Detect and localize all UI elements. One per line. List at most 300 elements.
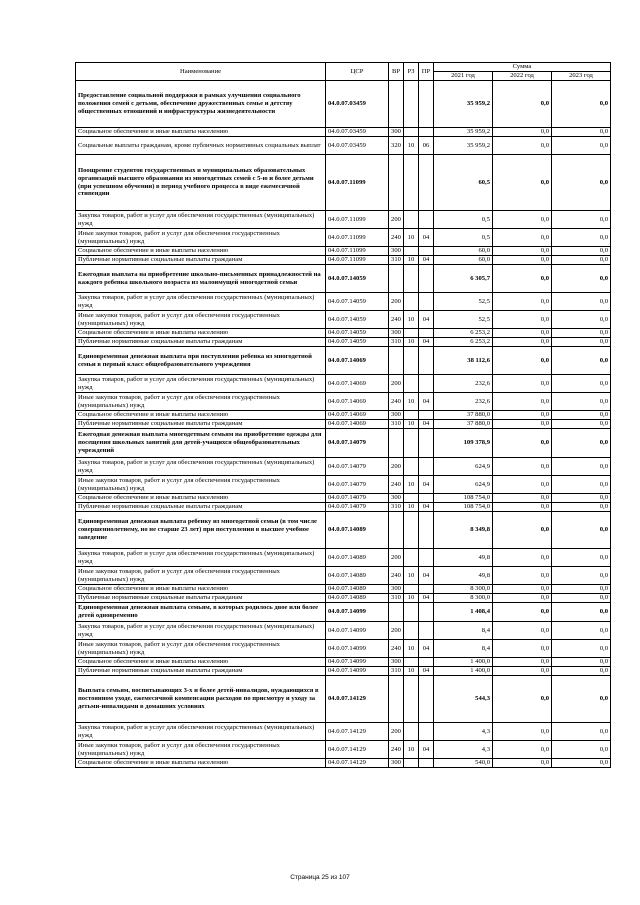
row-rz (404, 81, 419, 128)
row-pr (419, 676, 434, 723)
row-pr (419, 622, 434, 640)
row-sum-2022: 0,0 (493, 494, 552, 503)
row-rz (404, 329, 419, 338)
row-name: Социальное обеспечение и иные выплаты населению (76, 494, 326, 503)
table-row (76, 229, 611, 247)
row-pr: 04 (419, 256, 434, 265)
table-row-program (76, 676, 611, 723)
row-sum-2021: 35 959,2 (434, 137, 493, 155)
row-sum-2023: 0,0 (552, 338, 611, 347)
row-name: Закупка товаров, работ и услуг для обеспечения государственных (муниципальных) нужд (76, 549, 326, 567)
row-sum-2021: 109 378,9 (434, 429, 493, 458)
row-rz: 10 (404, 640, 419, 658)
row-vr: 310 (389, 503, 404, 512)
row-sum-2021: 8 300,0 (434, 594, 493, 603)
row-sum-2021: 38 112,6 (434, 347, 493, 375)
row-vr: 240 (389, 476, 404, 494)
row-csr: 04.0.07.14129 (326, 741, 389, 759)
row-rz: 10 (404, 667, 419, 676)
row-rz: 10 (404, 338, 419, 347)
row-sum-2021: 1 408,4 (434, 603, 493, 622)
row-pr (419, 375, 434, 393)
row-csr: 04.0.07.14059 (326, 338, 389, 347)
table-row-program (76, 347, 611, 375)
row-sum-2022: 0,0 (493, 347, 552, 375)
row-name: Публичные нормативные социальные выплаты гражданам (76, 256, 326, 265)
row-sum-2022: 0,0 (493, 155, 552, 211)
row-sum-2022: 0,0 (493, 81, 552, 128)
row-sum-2023: 0,0 (552, 293, 611, 311)
row-csr: 04.0.07.14099 (326, 640, 389, 658)
row-sum-2022: 0,0 (493, 265, 552, 293)
row-pr: 04 (419, 667, 434, 676)
table-row (76, 393, 611, 411)
row-sum-2023: 0,0 (552, 549, 611, 567)
table-row-program (76, 512, 611, 549)
row-sum-2022: 0,0 (493, 137, 552, 155)
row-sum-2021: 8 300,0 (434, 585, 493, 594)
row-sum-2022: 0,0 (493, 329, 552, 338)
table-row-program (76, 429, 611, 458)
row-sum-2023: 0,0 (552, 429, 611, 458)
row-pr (419, 247, 434, 256)
row-vr (389, 429, 404, 458)
table-row (76, 247, 611, 256)
row-sum-2022: 0,0 (493, 375, 552, 393)
row-sum-2022: 0,0 (493, 503, 552, 512)
row-sum-2022: 0,0 (493, 293, 552, 311)
row-csr: 04.0.07.14079 (326, 503, 389, 512)
row-pr (419, 128, 434, 137)
table-row (76, 256, 611, 265)
row-csr: 04.0.07.11099 (326, 211, 389, 229)
row-csr: 04.0.07.14069 (326, 375, 389, 393)
row-pr (419, 81, 434, 128)
row-sum-2023: 0,0 (552, 667, 611, 676)
row-sum-2023: 0,0 (552, 676, 611, 723)
row-csr: 04.0.07.14079 (326, 476, 389, 494)
row-name: Социальные выплаты гражданам, кроме публичных нормативных социальных выплат (76, 137, 326, 155)
row-csr: 04.0.07.14099 (326, 622, 389, 640)
row-vr: 300 (389, 759, 404, 768)
row-sum-2023: 0,0 (552, 640, 611, 658)
row-pr: 04 (419, 594, 434, 603)
row-vr (389, 155, 404, 211)
row-pr (419, 211, 434, 229)
row-sum-2022: 0,0 (493, 667, 552, 676)
row-sum-2021: 8 349,8 (434, 512, 493, 549)
table-row (76, 741, 611, 759)
row-sum-2023: 0,0 (552, 741, 611, 759)
row-sum-2021: 108 754,0 (434, 494, 493, 503)
row-sum-2023: 0,0 (552, 311, 611, 329)
row-vr: 310 (389, 667, 404, 676)
row-name: Поощрение студентов государственных и муниципальных образовательных организаций высшего образования из многодетных семей с 5-ю и более детьми (при успешном обучении) в период учебного процесса в виде ежемесячной стипендии (76, 155, 326, 211)
table-row (76, 329, 611, 338)
row-name: Ежегодная выплата на приобретение школьно-письменных принадлежностей на каждого ребенка школьного возраста из малоимущей многодетной семьи (76, 265, 326, 293)
row-pr: 04 (419, 393, 434, 411)
row-sum-2023: 0,0 (552, 229, 611, 247)
header-sum: Сумма (434, 63, 611, 72)
row-sum-2022: 0,0 (493, 247, 552, 256)
row-vr: 200 (389, 549, 404, 567)
row-csr: 04.0.07.14099 (326, 667, 389, 676)
row-pr (419, 458, 434, 476)
row-name: Иные закупки товаров, работ и услуг для обеспечения государственных (муниципальных) нужд (76, 393, 326, 411)
row-sum-2022: 0,0 (493, 420, 552, 429)
page-number: Страница 25 из 107 (290, 874, 350, 881)
row-rz: 10 (404, 229, 419, 247)
row-sum-2023: 0,0 (552, 375, 611, 393)
row-rz (404, 512, 419, 549)
row-csr: 04.0.07.14089 (326, 585, 389, 594)
table-row (76, 375, 611, 393)
header-rz: РЗ (404, 63, 419, 81)
row-rz (404, 265, 419, 293)
row-name: Закупка товаров, работ и услуг для обеспечения государственных (муниципальных) нужд (76, 211, 326, 229)
row-sum-2021: 49,8 (434, 549, 493, 567)
row-rz: 10 (404, 567, 419, 585)
header-pr: ПР (419, 63, 434, 81)
row-sum-2022: 0,0 (493, 640, 552, 658)
row-vr: 240 (389, 229, 404, 247)
row-vr (389, 512, 404, 549)
row-sum-2023: 0,0 (552, 622, 611, 640)
row-pr (419, 265, 434, 293)
header-csr: ЦСР (326, 63, 389, 81)
row-csr: 04.0.07.14059 (326, 329, 389, 338)
row-rz (404, 658, 419, 667)
row-sum-2023: 0,0 (552, 512, 611, 549)
row-sum-2021: 49,8 (434, 567, 493, 585)
row-sum-2021: 8,4 (434, 622, 493, 640)
row-pr (419, 549, 434, 567)
row-rz (404, 622, 419, 640)
row-sum-2022: 0,0 (493, 393, 552, 411)
row-sum-2021: 60,0 (434, 256, 493, 265)
header-year-2023: 2023 год (552, 72, 611, 81)
row-sum-2022: 0,0 (493, 229, 552, 247)
table-row (76, 411, 611, 420)
row-csr: 04.0.07.14089 (326, 512, 389, 549)
row-rz (404, 676, 419, 723)
row-name: Социальное обеспечение и иные выплаты населению (76, 585, 326, 594)
row-name: Единовременная денежная выплата ребенку из многодетной семьи (в том числе совершеннолетнему, но не старше 23 лет) при поступлении в высшее учебное заведение (76, 512, 326, 549)
row-sum-2022: 0,0 (493, 476, 552, 494)
row-pr (419, 494, 434, 503)
row-csr: 04.0.07.03459 (326, 137, 389, 155)
row-name: Публичные нормативные социальные выплаты гражданам (76, 594, 326, 603)
row-vr: 240 (389, 741, 404, 759)
table-row (76, 293, 611, 311)
row-vr (389, 603, 404, 622)
row-csr: 04.0.07.14079 (326, 429, 389, 458)
row-sum-2023: 0,0 (552, 211, 611, 229)
row-rz: 10 (404, 420, 419, 429)
table-row (76, 311, 611, 329)
table-row (76, 476, 611, 494)
row-sum-2023: 0,0 (552, 494, 611, 503)
row-csr: 04.0.07.14059 (326, 293, 389, 311)
row-vr: 300 (389, 128, 404, 137)
row-sum-2021: 0,5 (434, 211, 493, 229)
table-row (76, 458, 611, 476)
row-vr: 300 (389, 494, 404, 503)
row-csr: 04.0.07.14079 (326, 458, 389, 476)
row-rz (404, 375, 419, 393)
row-pr (419, 429, 434, 458)
row-csr: 04.0.07.11099 (326, 256, 389, 265)
table-row (76, 567, 611, 585)
row-name: Единовременная денежная выплата семьям, в которых родилось двое или более детей одновременно (76, 603, 326, 622)
row-sum-2022: 0,0 (493, 567, 552, 585)
header-vr: ВР (389, 63, 404, 81)
row-vr: 240 (389, 567, 404, 585)
row-csr: 04.0.07.14059 (326, 265, 389, 293)
row-sum-2021: 37 880,0 (434, 420, 493, 429)
row-name: Социальное обеспечение и иные выплаты населению (76, 759, 326, 768)
table-row (76, 211, 611, 229)
row-vr (389, 265, 404, 293)
table-row (76, 503, 611, 512)
row-sum-2023: 0,0 (552, 247, 611, 256)
row-sum-2021: 35 959,2 (434, 81, 493, 128)
row-csr: 04.0.07.14059 (326, 311, 389, 329)
row-sum-2021: 6 253,2 (434, 338, 493, 347)
row-pr (419, 293, 434, 311)
row-sum-2023: 0,0 (552, 420, 611, 429)
row-rz (404, 247, 419, 256)
row-pr: 04 (419, 229, 434, 247)
row-pr (419, 329, 434, 338)
table-body (76, 81, 611, 768)
table-row (76, 128, 611, 137)
row-csr: 04.0.07.14129 (326, 723, 389, 741)
row-csr: 04.0.07.11099 (326, 229, 389, 247)
row-name: Социальное обеспечение и иные выплаты населению (76, 411, 326, 420)
row-pr (419, 603, 434, 622)
row-sum-2021: 35 959,2 (434, 128, 493, 137)
row-vr: 300 (389, 411, 404, 420)
budget-table (75, 62, 611, 768)
row-name: Выплата семьям, воспитывающих 3-х и более детей-инвалидов, нуждающихся в постоянном уходе, ежемесячной компенсации расходов по присмотру и уходу за детьми-инвалидами в домашних условиях (76, 676, 326, 723)
row-sum-2022: 0,0 (493, 594, 552, 603)
row-name: Ежегодная денежная выплата многодетным семьям на приобретение одежды для посещения школьных занятий для детей-учащихся общеобразовательных учреждений (76, 429, 326, 458)
row-rz: 10 (404, 311, 419, 329)
row-rz: 10 (404, 393, 419, 411)
row-rz (404, 759, 419, 768)
row-sum-2021: 624,9 (434, 476, 493, 494)
row-sum-2021: 37 880,0 (434, 411, 493, 420)
row-csr: 04.0.07.14099 (326, 658, 389, 667)
row-name: Предоставление социальной поддержки в рамках улучшения социального положения семей с детьми, обеспечение дружественных семье и детству общественных отношений и инфраструктуры жизнедеятельности (76, 81, 326, 128)
row-vr: 310 (389, 338, 404, 347)
row-sum-2022: 0,0 (493, 458, 552, 476)
row-sum-2023: 0,0 (552, 503, 611, 512)
row-sum-2021: 6 253,2 (434, 329, 493, 338)
row-sum-2023: 0,0 (552, 128, 611, 137)
row-name: Закупка товаров, работ и услуг для обеспечения государственных (муниципальных) нужд (76, 622, 326, 640)
row-name: Закупка товаров, работ и услуг для обеспечения государственных (муниципальных) нужд (76, 375, 326, 393)
row-csr: 04.0.07.14069 (326, 420, 389, 429)
row-rz: 10 (404, 741, 419, 759)
row-csr: 04.0.07.11099 (326, 247, 389, 256)
table-row (76, 137, 611, 155)
table-row (76, 759, 611, 768)
row-sum-2022: 0,0 (493, 256, 552, 265)
row-name: Публичные нормативные социальные выплаты гражданам (76, 667, 326, 676)
row-csr: 04.0.07.14089 (326, 594, 389, 603)
table-row (76, 594, 611, 603)
table-row-program (76, 603, 611, 622)
row-sum-2021: 60,5 (434, 155, 493, 211)
row-vr: 240 (389, 311, 404, 329)
row-sum-2022: 0,0 (493, 676, 552, 723)
header-year-2022: 2022 год (493, 72, 552, 81)
row-csr: 04.0.07.14069 (326, 411, 389, 420)
row-rz: 10 (404, 476, 419, 494)
row-pr: 04 (419, 338, 434, 347)
row-sum-2021: 1 400,0 (434, 667, 493, 676)
row-name: Иные закупки товаров, работ и услуг для обеспечения государственных (муниципальных) нужд (76, 567, 326, 585)
row-pr (419, 155, 434, 211)
table-row (76, 338, 611, 347)
row-sum-2023: 0,0 (552, 594, 611, 603)
row-rz: 10 (404, 137, 419, 155)
row-rz (404, 128, 419, 137)
row-sum-2021: 544,3 (434, 676, 493, 723)
row-sum-2023: 0,0 (552, 476, 611, 494)
row-vr: 300 (389, 585, 404, 594)
row-name: Иные закупки товаров, работ и услуг для обеспечения государственных (муниципальных) нужд (76, 311, 326, 329)
row-sum-2021: 52,5 (434, 311, 493, 329)
row-sum-2021: 8,4 (434, 640, 493, 658)
table-row (76, 420, 611, 429)
row-csr: 04.0.07.03459 (326, 81, 389, 128)
row-sum-2022: 0,0 (493, 211, 552, 229)
table-row (76, 640, 611, 658)
row-vr: 310 (389, 256, 404, 265)
row-csr: 04.0.07.11099 (326, 155, 389, 211)
table-row-program (76, 81, 611, 128)
row-pr: 04 (419, 741, 434, 759)
row-vr: 200 (389, 375, 404, 393)
row-rz: 10 (404, 256, 419, 265)
row-pr (419, 585, 434, 594)
row-pr (419, 759, 434, 768)
row-name: Иные закупки товаров, работ и услуг для обеспечения государственных (муниципальных) нужд (76, 640, 326, 658)
row-name: Социальное обеспечение и иные выплаты населению (76, 128, 326, 137)
row-pr: 04 (419, 503, 434, 512)
table-row-program (76, 155, 611, 211)
row-rz (404, 549, 419, 567)
row-rz (404, 723, 419, 741)
row-sum-2023: 0,0 (552, 137, 611, 155)
row-vr: 200 (389, 458, 404, 476)
row-sum-2023: 0,0 (552, 329, 611, 338)
row-rz (404, 585, 419, 594)
row-sum-2022: 0,0 (493, 311, 552, 329)
row-rz (404, 347, 419, 375)
row-rz: 10 (404, 503, 419, 512)
row-csr: 04.0.07.03459 (326, 128, 389, 137)
row-sum-2022: 0,0 (493, 741, 552, 759)
row-vr: 200 (389, 622, 404, 640)
row-sum-2023: 0,0 (552, 256, 611, 265)
row-sum-2022: 0,0 (493, 585, 552, 594)
row-vr: 240 (389, 393, 404, 411)
row-pr (419, 723, 434, 741)
row-sum-2023: 0,0 (552, 458, 611, 476)
row-vr: 200 (389, 293, 404, 311)
row-name: Иные закупки товаров, работ и услуг для обеспечения государственных (муниципальных) нужд (76, 476, 326, 494)
row-name: Закупка товаров, работ и услуг для обеспечения государственных (муниципальных) нужд (76, 458, 326, 476)
row-sum-2022: 0,0 (493, 128, 552, 137)
row-vr: 200 (389, 723, 404, 741)
table-row (76, 494, 611, 503)
row-csr: 04.0.07.14129 (326, 759, 389, 768)
row-sum-2023: 0,0 (552, 411, 611, 420)
row-pr (419, 411, 434, 420)
row-rz (404, 429, 419, 458)
row-name: Социальное обеспечение и иные выплаты населению (76, 329, 326, 338)
row-sum-2022: 0,0 (493, 658, 552, 667)
row-sum-2021: 624,9 (434, 458, 493, 476)
row-vr: 320 (389, 137, 404, 155)
row-sum-2022: 0,0 (493, 622, 552, 640)
row-csr: 04.0.07.14089 (326, 567, 389, 585)
row-name: Публичные нормативные социальные выплаты гражданам (76, 503, 326, 512)
row-sum-2021: 4,3 (434, 723, 493, 741)
row-rz (404, 411, 419, 420)
row-pr (419, 512, 434, 549)
row-csr: 04.0.07.14069 (326, 393, 389, 411)
row-vr (389, 676, 404, 723)
row-sum-2022: 0,0 (493, 723, 552, 741)
row-sum-2021: 540,0 (434, 759, 493, 768)
row-vr (389, 347, 404, 375)
table-row (76, 658, 611, 667)
row-sum-2023: 0,0 (552, 81, 611, 128)
table-row (76, 723, 611, 741)
row-sum-2021: 6 305,7 (434, 265, 493, 293)
row-sum-2023: 0,0 (552, 759, 611, 768)
row-csr: 04.0.07.14089 (326, 549, 389, 567)
row-name: Иные закупки товаров, работ и услуг для обеспечения государственных (муниципальных) нужд (76, 229, 326, 247)
row-vr: 240 (389, 640, 404, 658)
row-name: Социальное обеспечение и иные выплаты населению (76, 247, 326, 256)
row-name: Публичные нормативные социальные выплаты гражданам (76, 420, 326, 429)
row-vr: 310 (389, 420, 404, 429)
row-vr: 310 (389, 594, 404, 603)
row-sum-2021: 108 754,0 (434, 503, 493, 512)
row-sum-2023: 0,0 (552, 567, 611, 585)
row-pr (419, 658, 434, 667)
row-name: Закупка товаров, работ и услуг для обеспечения государственных (муниципальных) нужд (76, 293, 326, 311)
row-sum-2022: 0,0 (493, 512, 552, 549)
table-row (76, 549, 611, 567)
row-sum-2023: 0,0 (552, 723, 611, 741)
row-name: Иные закупки товаров, работ и услуг для обеспечения государственных (муниципальных) нужд (76, 741, 326, 759)
row-sum-2022: 0,0 (493, 411, 552, 420)
row-sum-2023: 0,0 (552, 155, 611, 211)
row-sum-2023: 0,0 (552, 265, 611, 293)
row-pr: 06 (419, 137, 434, 155)
row-sum-2022: 0,0 (493, 549, 552, 567)
row-rz: 10 (404, 594, 419, 603)
row-csr: 04.0.07.14079 (326, 494, 389, 503)
row-name: Публичные нормативные социальные выплаты гражданам (76, 338, 326, 347)
